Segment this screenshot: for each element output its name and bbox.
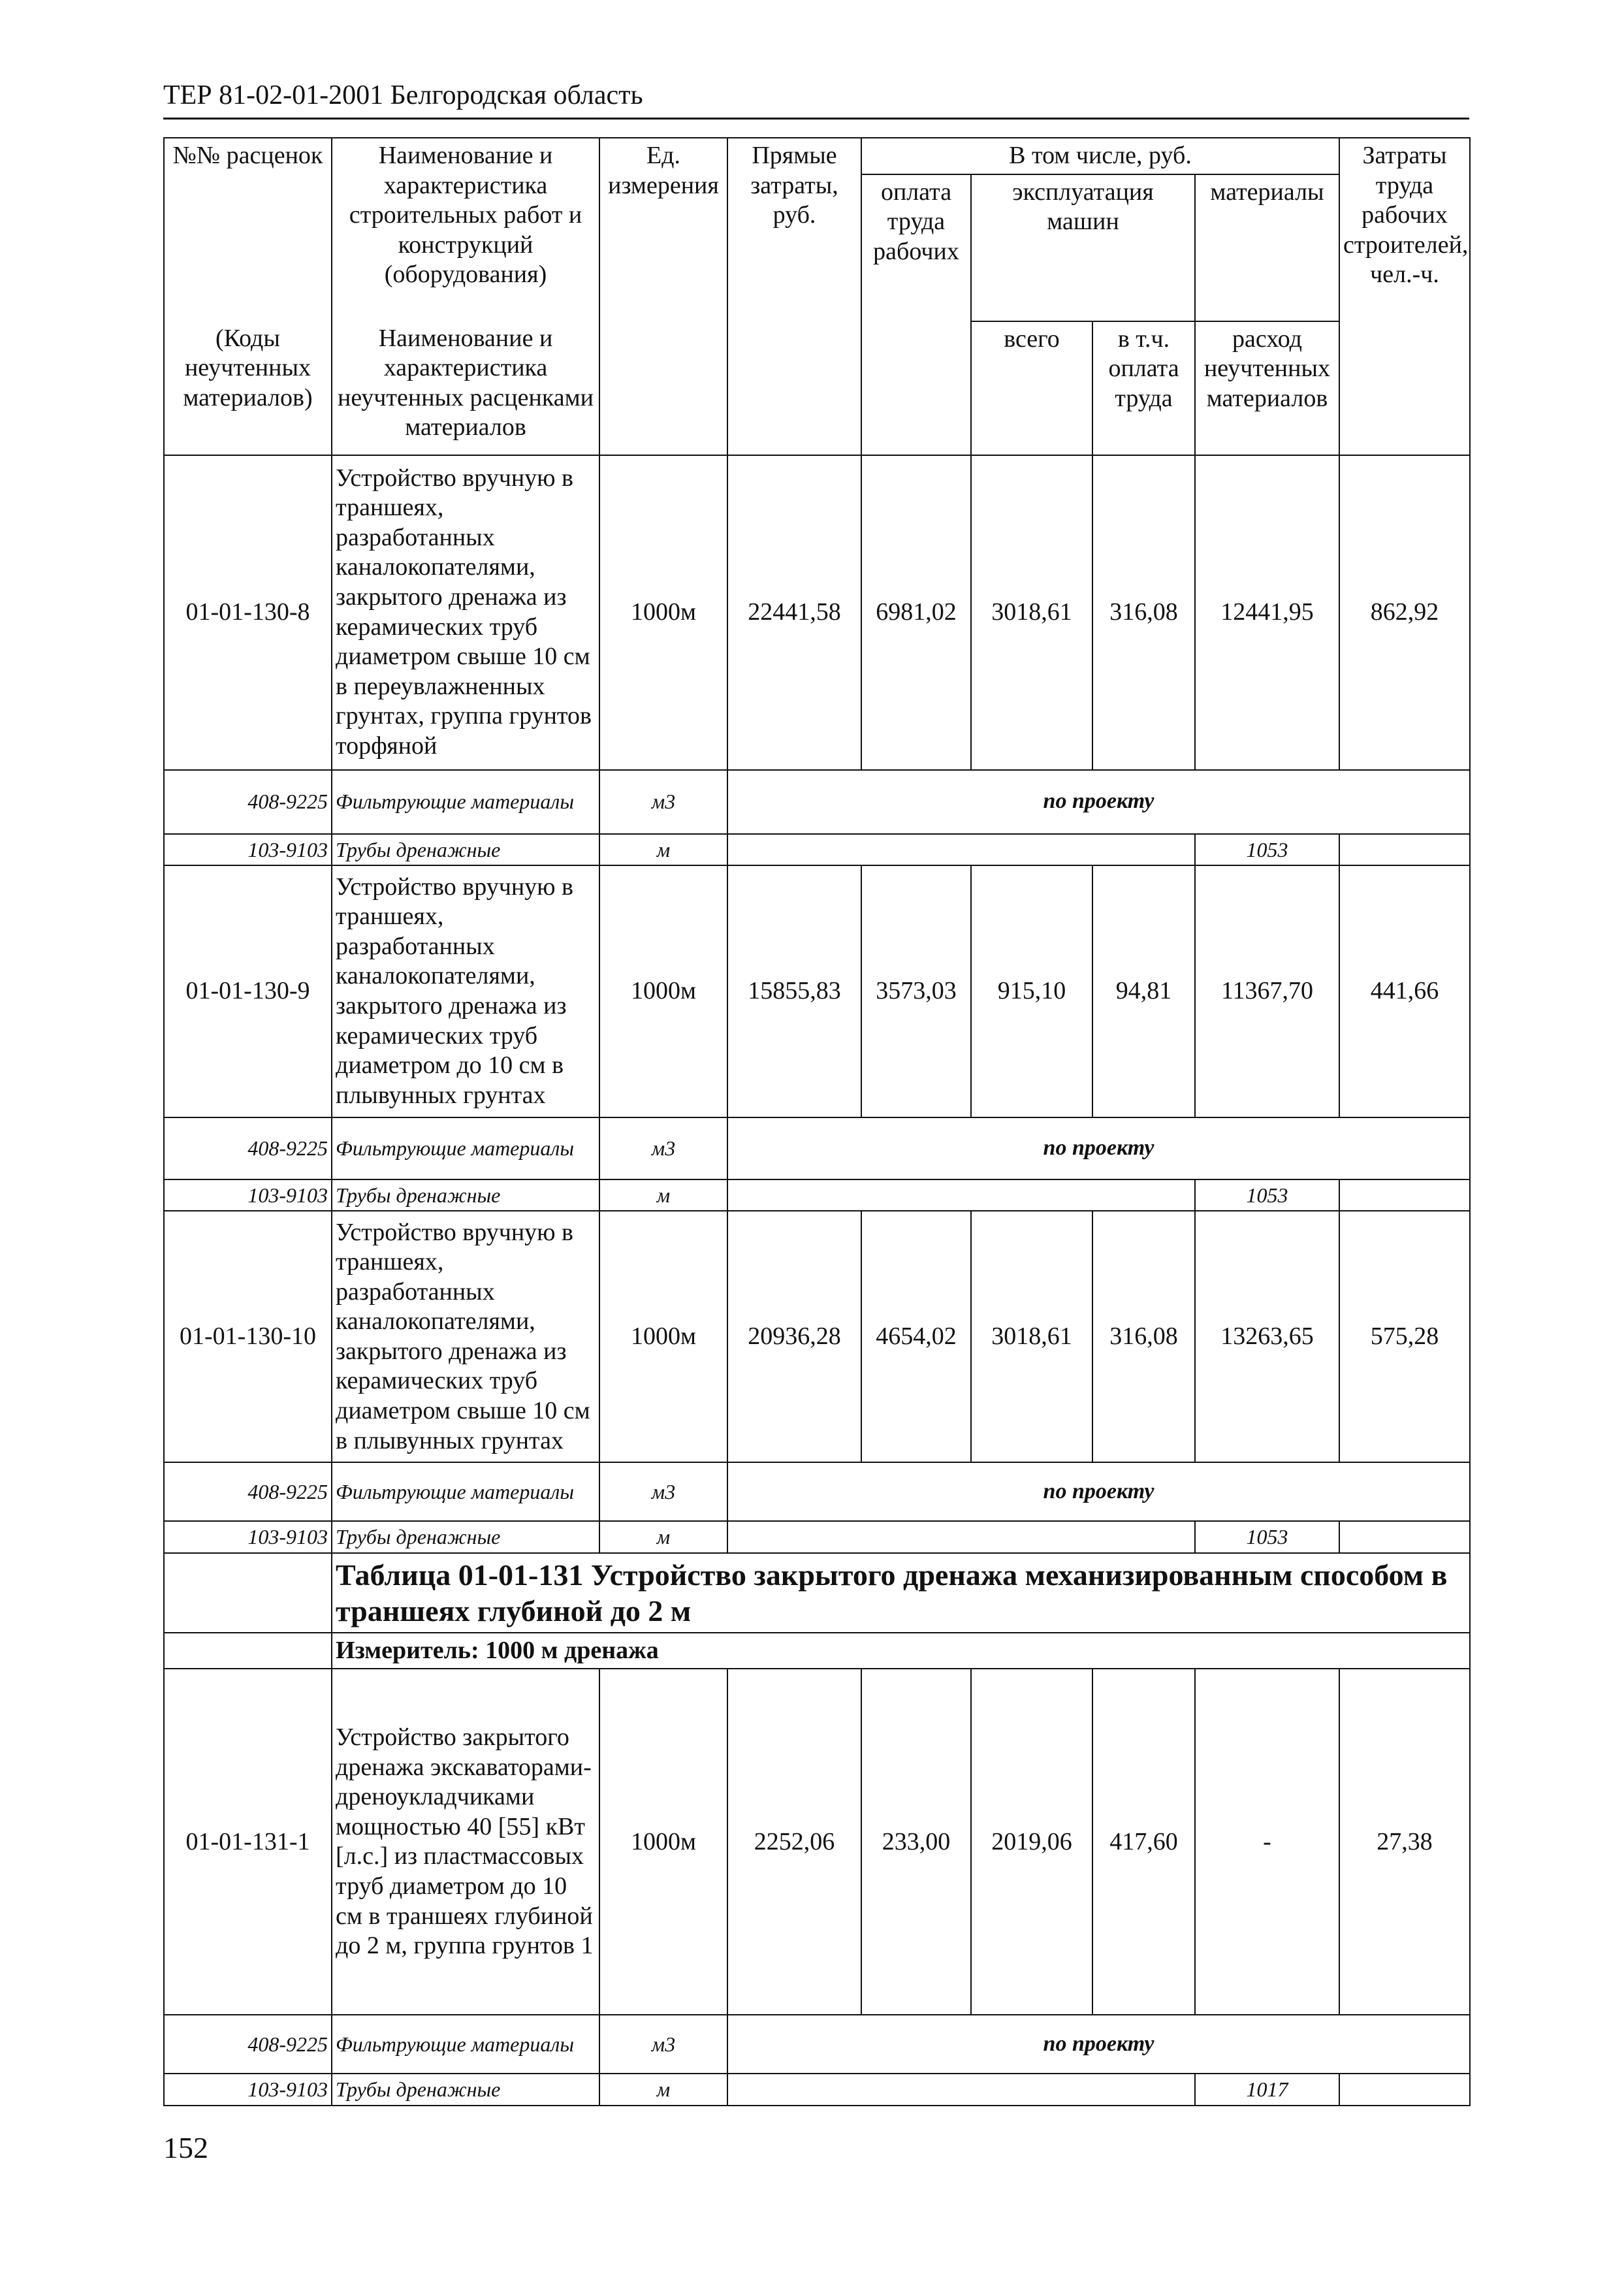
material-qty: 1017 — [1195, 2074, 1339, 2105]
material-code: 408-9225 — [164, 770, 332, 834]
page-header: ТЕР 81-02-01-2001 Белгородская область — [163, 80, 643, 110]
head-labor: Затраты труда рабочих строителей, чел.-ч. — [1339, 138, 1470, 455]
rate-direct: 2252,06 — [727, 1669, 861, 2015]
material-name: Фильтрующие материалы — [332, 770, 599, 834]
rate-labor: 27,38 — [1339, 1669, 1470, 2015]
rate-labor: 862,92 — [1339, 455, 1470, 770]
material-unit: м — [599, 834, 727, 865]
material-qty: по проекту — [727, 2015, 1470, 2074]
head-code: №№ расценок — [164, 138, 332, 321]
rate-wage: 233,00 — [861, 1669, 971, 2015]
rate-unit: 1000м — [599, 865, 727, 1117]
material-unit: м3 — [599, 770, 727, 834]
material-code: 103-9103 — [164, 1179, 332, 1211]
rate-mat: - — [1195, 1669, 1339, 2015]
head-mat: материалы — [1195, 174, 1339, 321]
material-name: Трубы дренажные — [332, 1521, 599, 1552]
rate-direct: 22441,58 — [727, 455, 861, 770]
material-code: 103-9103 — [164, 2074, 332, 2105]
material-code: 103-9103 — [164, 834, 332, 865]
material-row — [164, 1117, 1470, 1179]
rate-mach-wage: 316,08 — [1092, 455, 1195, 770]
rate-mat: 13263,65 — [1195, 1211, 1339, 1462]
material-unit: м3 — [599, 2015, 727, 2074]
rate-wage: 6981,02 — [861, 455, 971, 770]
rate-mach-wage: 417,60 — [1092, 1669, 1195, 2015]
rate-name: Устройство вручную в траншеях, разработанных каналокопателями, закрытого дренажа из керамических труб диаметром свыше 10 см в переувлажненных грунтах, группа грунтов торфяной — [332, 455, 599, 770]
head-incl: В том числе, руб. — [861, 138, 1339, 174]
material-row — [164, 770, 1470, 834]
material-code: 103-9103 — [164, 1521, 332, 1552]
material-name: Трубы дренажные — [332, 2074, 599, 2105]
material-name: Фильтрующие материалы — [332, 2015, 599, 2074]
head-unit: Ед. измерения — [599, 138, 727, 455]
material-unit: м — [599, 1521, 727, 1552]
rate-mat: 11367,70 — [1195, 865, 1339, 1117]
rate-row — [164, 865, 1470, 1117]
rate-mat: 12441,95 — [1195, 455, 1339, 770]
rate-mach: 3018,61 — [971, 1211, 1092, 1462]
head-name: Наименование и характеристика строительных работ и конструкций (оборудования) — [332, 138, 599, 321]
rate-mach: 3018,61 — [971, 455, 1092, 770]
head-wage: оплата труда рабочих — [861, 174, 971, 455]
material-name: Трубы дренажные — [332, 1179, 599, 1211]
material-row — [164, 2015, 1470, 2074]
material-row — [164, 1179, 1470, 1211]
rate-row — [164, 1669, 1470, 2015]
material-qty: 1053 — [1195, 834, 1339, 865]
head-code2: (Коды неучтенных материалов) — [164, 321, 332, 455]
rate-mach: 2019,06 — [971, 1669, 1092, 2015]
rate-name: Устройство вручную в траншеях, разработанных каналокопателями, закрытого дренажа из керамических труб диаметром свыше 10 см в плывунных грунтах — [332, 1211, 599, 1462]
material-qty: 1053 — [1195, 1521, 1339, 1552]
material-row — [164, 1521, 1470, 1552]
material-name: Фильтрующие материалы — [332, 1117, 599, 1179]
rate-mach-wage: 94,81 — [1092, 865, 1195, 1117]
rate-labor: 575,28 — [1339, 1211, 1470, 1462]
header-rule — [163, 118, 1469, 120]
rate-unit: 1000м — [599, 455, 727, 770]
head-direct: Прямые затраты, руб. — [727, 138, 861, 455]
material-qty: 1053 — [1195, 1179, 1339, 1211]
table-meter: Измеритель: 1000 м дренажа — [332, 1633, 1470, 1669]
head-mach: эксплуатация машин — [971, 174, 1195, 321]
material-unit: м — [599, 2074, 727, 2105]
rate-row — [164, 1211, 1470, 1462]
material-row — [164, 1462, 1470, 1521]
material-code: 408-9225 — [164, 1117, 332, 1179]
material-qty: по проекту — [727, 1462, 1470, 1521]
rate-unit: 1000м — [599, 1211, 727, 1462]
page-number: 152 — [163, 2131, 208, 2164]
rate-direct: 15855,83 — [727, 865, 861, 1117]
material-unit: м3 — [599, 1462, 727, 1521]
rate-mach-wage: 316,08 — [1092, 1211, 1195, 1462]
head-name2: Наименование и характеристика неучтенных расценками материалов — [332, 321, 599, 455]
rate-direct: 20936,28 — [727, 1211, 861, 1462]
rate-name: Устройство закрытого дренажа экскаваторами-дреноукладчиками мощностью 40 [55] кВт [л.с.] из пластмассовых труб диаметром до 10 см в траншеях глубиной до 2 м, группа грунтов 1 — [332, 1669, 599, 2015]
rate-row — [164, 455, 1470, 770]
norms-table — [163, 137, 1471, 2106]
rate-code: 01-01-131-1 — [164, 1669, 332, 2015]
material-unit: м3 — [599, 1117, 727, 1179]
head-mat2: расход неучтенных материалов — [1195, 321, 1339, 455]
material-qty: по проекту — [727, 770, 1470, 834]
rate-wage: 3573,03 — [861, 865, 971, 1117]
material-row — [164, 2074, 1470, 2105]
material-code: 408-9225 — [164, 2015, 332, 2074]
rate-code: 01-01-130-10 — [164, 1211, 332, 1462]
material-qty: по проекту — [727, 1117, 1470, 1179]
material-unit: м — [599, 1179, 727, 1211]
material-row — [164, 834, 1470, 865]
rate-labor: 441,66 — [1339, 865, 1470, 1117]
material-code: 408-9225 — [164, 1462, 332, 1521]
rate-code: 01-01-130-9 — [164, 865, 332, 1117]
rate-mach: 915,10 — [971, 865, 1092, 1117]
rate-wage: 4654,02 — [861, 1211, 971, 1462]
rate-unit: 1000м — [599, 1669, 727, 2015]
material-name: Фильтрующие материалы — [332, 1462, 599, 1521]
table-title: Таблица 01-01-131 Устройство закрытого дренажа механизированным способом в траншеях глубиной до 2 м — [332, 1553, 1470, 1633]
rate-code: 01-01-130-8 — [164, 455, 332, 770]
rate-name: Устройство вручную в траншеях, разработанных каналокопателями, закрытого дренажа из керамических труб диаметром до 10 см в плывунных грунтах — [332, 865, 599, 1117]
head-mach-wage: в т.ч. оплата труда — [1092, 321, 1195, 455]
head-mach-total: всего — [971, 321, 1092, 455]
material-name: Трубы дренажные — [332, 834, 599, 865]
